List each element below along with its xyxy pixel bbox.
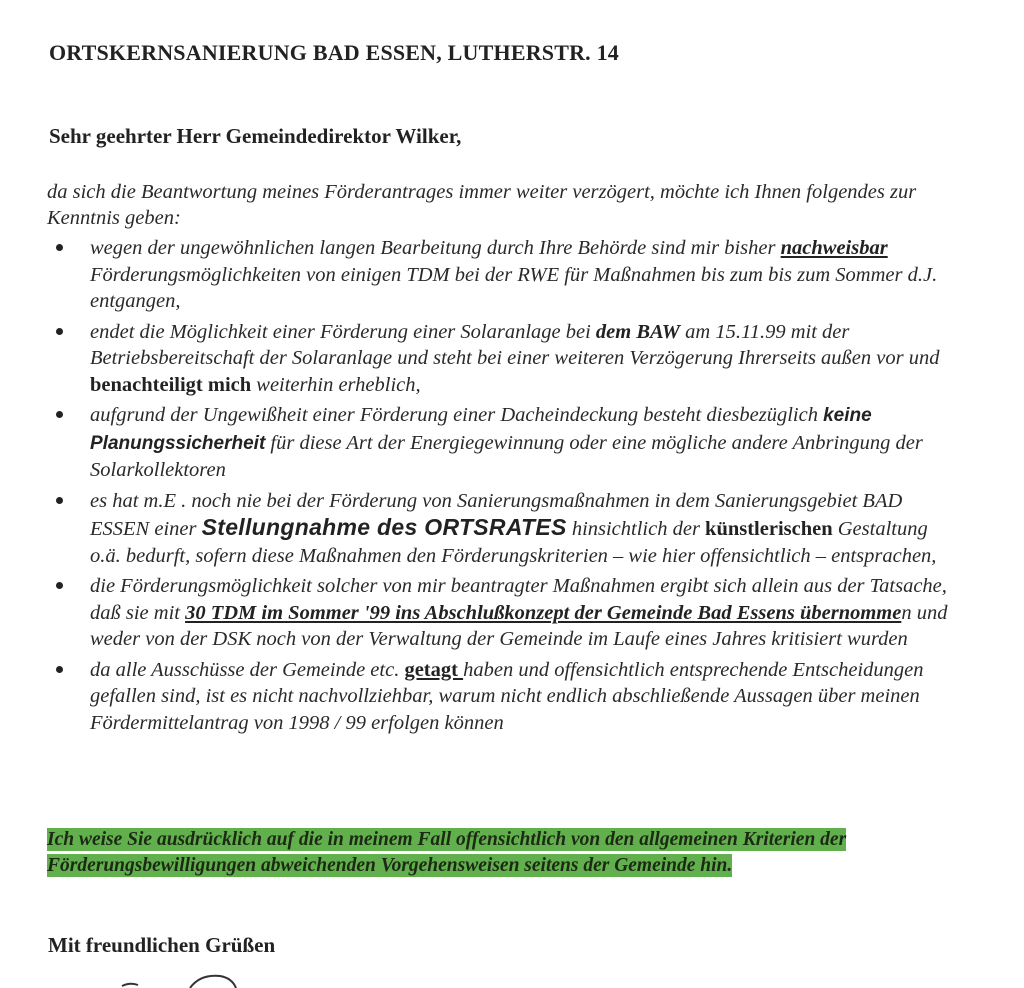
emphasis-text: getagt xyxy=(404,658,464,681)
bullet-text: Gestaltung o.ä. bedurft, sofern diese Maßnahmen den Förderungskriterien – wie hier offensichtlich – entsprachen, xyxy=(90,518,937,567)
intro-paragraph: da sich die Beantwortung meines Förderantrages immer weiter verzögert, möchte ich Ihnen folgendes zur Kenntnis geben: xyxy=(47,181,917,229)
emphasis-text: benachteiligt mich xyxy=(90,373,252,396)
bullet-icon xyxy=(56,244,63,251)
highlighted-statement xyxy=(47,827,947,879)
bullet-list xyxy=(52,235,962,740)
bullet-icon xyxy=(56,328,63,335)
letter-heading: ORTSKERNSANIERUNG BAD ESSEN, LUTHERSTR. 14 xyxy=(49,40,619,65)
bullet-icon xyxy=(56,582,63,589)
list-item xyxy=(52,573,962,653)
bullet-text: weiterhin erheblich, xyxy=(251,373,421,396)
bullet-text: es hat m.E . noch nie bei der Förderung von Sanierungsmaßnahmen in dem Sanierungsgebiet BAD ESSEN einer xyxy=(90,489,903,540)
bullet-text: die Förderungsmöglichkeit solcher von mir beantragter Maßnahmen ergibt sich allein aus der Tatsache, daß sie mit xyxy=(90,575,947,624)
list-item xyxy=(52,319,962,399)
emphasis-text: dem BAW xyxy=(595,320,681,343)
emphasis-text: nachweisbar xyxy=(780,237,888,259)
bullet-text: am 15.11.99 mit der Betriebsbereitschaft der Solaranlage und steht bei einer weiteren Verzögerung Ihrerseits außen vor und xyxy=(90,320,940,369)
emphasis-text: keine Planungssicherheit xyxy=(90,405,872,454)
closing-greeting: Mit freundlichen Grüßen xyxy=(48,933,276,957)
bullet-icon xyxy=(56,497,63,504)
bullet-text: da alle Ausschüsse der Gemeinde etc. xyxy=(90,658,405,681)
list-item xyxy=(52,235,962,315)
emphasis-text: 30 TDM im Sommer '99 ins Abschlußkonzept der Gemeinde Bad Essens übernomme xyxy=(185,601,902,624)
emphasis-text: künstlerischen xyxy=(705,518,833,540)
list-item xyxy=(52,402,962,484)
bullet-text: für diese Art der Energiegewinnung oder eine mögliche andere Anbringung der Solarkollektoren xyxy=(90,431,923,481)
bullet-icon xyxy=(56,411,63,418)
bullet-text: wegen der ungewöhnlichen langen Bearbeitung durch Ihre Behörde sind mir bisher xyxy=(90,237,781,259)
bullet-text: endet die Möglichkeit einer Förderung einer Solaranlage bei xyxy=(90,320,596,343)
list-item xyxy=(52,657,962,737)
bullet-text: haben und offensichtlich entsprechende Entscheidungen gefallen sind, ist es nicht nachvollziehbar, warum nicht endlich abschließende Aussagen über meinen Fördermittelantrag von 1998 / 99 erfolgen können xyxy=(90,658,924,734)
highlight-text: Ich weise Sie ausdrücklich auf die in meinem Fall offensichtlich von den allgemeinen Kriterien der Förderungsbewilligungen abweichenden Vorgehensweisen seitens der Gemeinde hin. xyxy=(47,829,847,876)
bullet-text: Förderungsmöglichkeiten von einigen TDM bei der RWE für Maßnahmen bis zum bis zum Sommer d.J. entgangen, xyxy=(90,263,938,312)
salutation: Sehr geehrter Herr Gemeindedirektor Wilker, xyxy=(49,124,462,148)
bullet-text: hinsichtlich der xyxy=(566,518,706,540)
list-item xyxy=(52,488,962,570)
bullet-icon xyxy=(56,666,63,673)
emphasis-text: Stellungnahme des ORTSRATES xyxy=(201,514,567,540)
bullet-text: aufgrund der Ungewißheit einer Förderung einer Dacheindeckung besteht diesbezüglich xyxy=(90,404,824,426)
bullet-text: n und weder von der DSK noch von der Verwaltung der Gemeinde im Laufe eines Jahres kritisiert wurden xyxy=(90,601,948,650)
signature-mark xyxy=(120,968,280,988)
